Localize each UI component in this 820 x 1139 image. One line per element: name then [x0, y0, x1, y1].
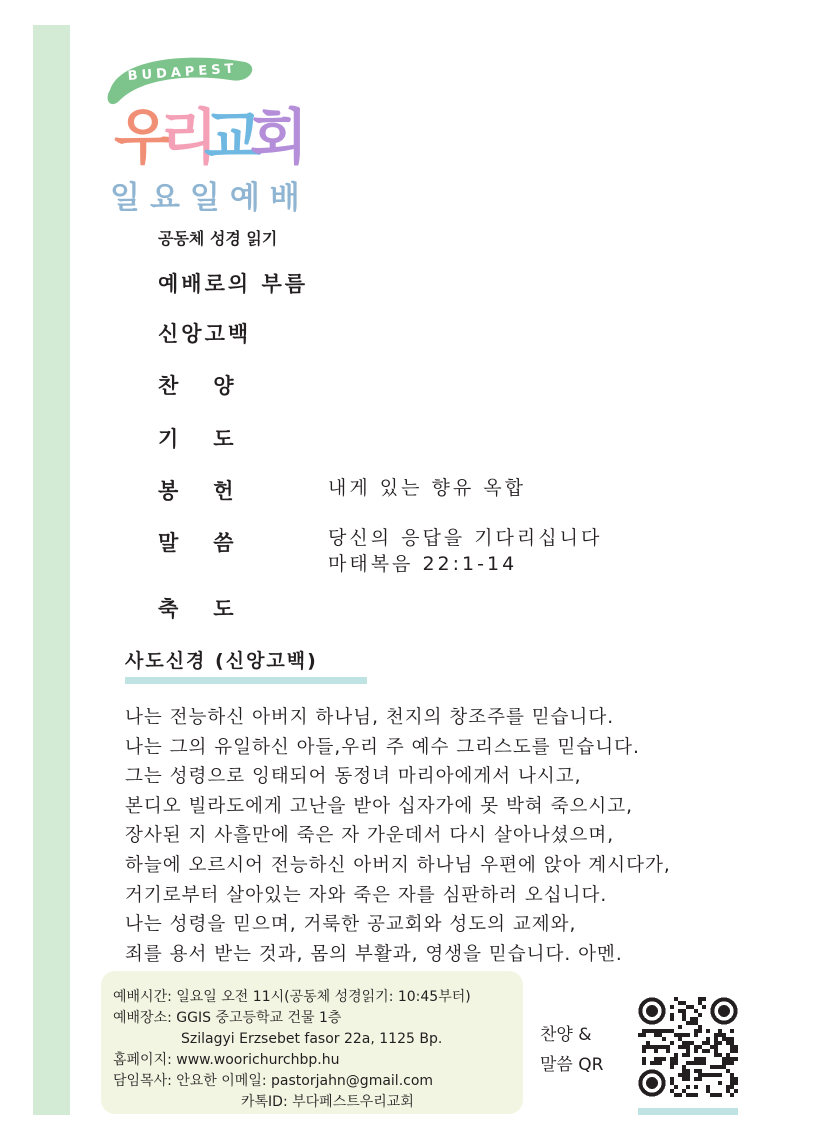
qr-module [722, 1065, 726, 1069]
qr-module [726, 1057, 730, 1061]
qr-module [730, 1077, 734, 1081]
qr-module [698, 1061, 702, 1065]
qr-module [718, 1065, 722, 1069]
svg-text:우: 우 [114, 103, 172, 173]
offering-song: 내게 있는 향유 옥합 [328, 477, 526, 499]
qr-module [694, 1057, 698, 1061]
qr-module [706, 1085, 710, 1089]
qr-module [718, 1081, 722, 1085]
qr-module [670, 1089, 674, 1093]
qr-module [686, 1069, 690, 1073]
qr-module [722, 1033, 726, 1037]
service-location: 예배장소: GGIS 중고등학교 건물 1층 [113, 1010, 342, 1026]
qr-module [734, 1089, 738, 1093]
qr-module [662, 1045, 666, 1049]
qr-module [730, 1073, 734, 1077]
qr-module [698, 1025, 702, 1029]
qr-module [686, 1033, 690, 1037]
qr-module [682, 1053, 686, 1057]
qr-module [670, 1057, 674, 1061]
qr-module [718, 1093, 722, 1097]
qr-module [726, 1041, 730, 1045]
qr-module [714, 1073, 718, 1077]
qr-label [540, 1020, 603, 1080]
qr-module [698, 1073, 702, 1077]
qr-module [678, 1045, 682, 1049]
qr-module [682, 1045, 686, 1049]
qr-finder-pattern [718, 1005, 730, 1017]
qr-module [682, 1009, 686, 1013]
qr-module [698, 1013, 702, 1017]
qr-module [678, 1025, 682, 1029]
qr-module [726, 1037, 730, 1041]
qr-module [682, 1013, 686, 1017]
qr-module [690, 1017, 694, 1021]
qr-module [718, 1041, 722, 1045]
qr-module [642, 1045, 646, 1049]
qr-module [722, 1037, 726, 1041]
sermon-title: 당신의 응답을 기다리십니다 [328, 527, 603, 549]
qr-module [718, 1029, 722, 1033]
qr-module [694, 1021, 698, 1025]
qr-module [714, 1049, 718, 1053]
qr-module [654, 1045, 658, 1049]
qr-module [674, 1085, 678, 1089]
qr-module [686, 1049, 690, 1053]
qr-module [678, 1009, 682, 1013]
qr-module [682, 1001, 686, 1005]
qr-module [686, 1061, 690, 1065]
creed-line: 나는 성령을 믿으며, 거룩한 공교회와 성도의 교제와, [125, 914, 577, 936]
qr-module [710, 1045, 714, 1049]
qr-module [702, 1005, 706, 1009]
qr-module [650, 1061, 654, 1065]
qr-module [698, 1057, 702, 1061]
qr-module [670, 1081, 674, 1085]
qr-module [686, 1073, 690, 1077]
qr-module [674, 997, 678, 1001]
qr-module [734, 1077, 738, 1081]
qr-module [730, 1041, 734, 1045]
qr-module [706, 1037, 710, 1041]
qr-module [690, 1005, 694, 1009]
qr-module [642, 1049, 646, 1053]
qr-module [706, 1029, 710, 1033]
qr-module [734, 1057, 738, 1061]
qr-module [666, 1029, 670, 1033]
side-accent-bar [33, 25, 70, 1115]
qr-module [726, 1069, 730, 1073]
qr-module [662, 1029, 666, 1033]
homepage-link[interactable]: 홈페이지: www.woorichurchbp.hu [113, 1052, 340, 1068]
qr-module [670, 1061, 674, 1065]
qr-module [670, 1013, 674, 1017]
qr-module [646, 1045, 650, 1049]
qr-module [694, 1085, 698, 1089]
qr-module [706, 1049, 710, 1053]
qr-module [730, 1057, 734, 1061]
qr-module [686, 1021, 690, 1025]
creed-line: 본디오 빌라도에게 고난을 받아 십자가에 못 박혀 죽으시고, [125, 795, 633, 817]
pastor-contact: 담임목사: 안요한 이메일: pastorjahn@gmail.com [113, 1073, 434, 1089]
creed-line: 장사된 지 사흘만에 죽은 자 가운데서 다시 살아나셨으며, [125, 825, 615, 847]
qr-module [658, 1045, 662, 1049]
qr-module [718, 1033, 722, 1037]
order-sermon: 말씀 [158, 531, 269, 555]
qr-module [654, 1033, 658, 1037]
qr-module [718, 1073, 722, 1077]
qr-module [694, 1029, 698, 1033]
qr-module [702, 1057, 706, 1061]
qr-module [682, 1017, 686, 1021]
qr-module [686, 1053, 690, 1057]
qr-module [714, 1033, 718, 1037]
qr-module [662, 1037, 666, 1041]
qr-module [706, 1089, 710, 1093]
creed-line: 거기로부터 살아있는 자와 죽은 자를 심판하러 오십니다. [125, 884, 608, 906]
qr-module [714, 1041, 718, 1045]
qr-module [714, 1037, 718, 1041]
qr-module [682, 1069, 686, 1073]
qr-module [726, 1053, 730, 1057]
qr-module [698, 997, 702, 1001]
creed-line: 나는 전능하신 아버지 하나님, 천지의 창조주를 믿습니다. [125, 707, 615, 728]
service-info-text [113, 987, 471, 1113]
qr-module [674, 1033, 678, 1037]
qr-module [674, 1057, 678, 1061]
qr-module [730, 1049, 734, 1053]
qr-module [702, 1049, 706, 1053]
svg-text:리: 리 [160, 103, 218, 173]
qr-module [658, 1033, 662, 1037]
qr-module [642, 1061, 646, 1065]
qr-module [722, 1057, 726, 1061]
qr-label-line1: 찬양 & [540, 1025, 592, 1045]
qr-module [710, 1065, 714, 1069]
qr-module [694, 1049, 698, 1053]
qr-module [694, 1093, 698, 1097]
qr-module [670, 1005, 674, 1009]
qr-module [686, 1077, 690, 1081]
qr-module [654, 1057, 658, 1061]
qr-finder-pattern [646, 1005, 658, 1017]
qr-module [662, 1057, 666, 1061]
qr-module [698, 1069, 702, 1073]
service-time: 예배시간: 일요일 오전 11시(공동체 성경읽기: 10:45부터) [113, 989, 471, 1005]
qr-module [678, 1033, 682, 1037]
qr-module [710, 1073, 714, 1077]
qr-module [642, 1033, 646, 1037]
order-confession: 신앙고백 [158, 322, 252, 346]
order-call-to-worship: 예배로의 부름 [158, 272, 309, 296]
qr-module [730, 1029, 734, 1033]
qr-module [734, 1081, 738, 1085]
qr-module [674, 1053, 678, 1057]
qr-module [682, 1077, 686, 1081]
qr-module [702, 1041, 706, 1045]
qr-module [710, 1093, 714, 1097]
qr-module [658, 1057, 662, 1061]
service-address: Szilagyi Erzsebet fasor 22a, 1125 Bp. [181, 1031, 443, 1047]
qr-module [694, 1017, 698, 1021]
qr-module [642, 1029, 646, 1033]
qr-code[interactable] [638, 997, 738, 1097]
qr-module [678, 1073, 682, 1077]
qr-module [654, 1061, 658, 1065]
qr-module [686, 1093, 690, 1097]
qr-module [670, 1077, 674, 1081]
creed-line: 나는 그의 유일하신 아들,우리 주 예수 그리스도를 믿습니다. [125, 736, 640, 758]
qr-module [686, 1041, 690, 1045]
qr-module [690, 1041, 694, 1045]
qr-module [726, 1061, 730, 1065]
qr-module [670, 1029, 674, 1033]
qr-label-line2: 말씀 QR [540, 1055, 604, 1075]
sermon-passage: 마태복음 22:1-14 [328, 553, 518, 575]
qr-module [730, 1037, 734, 1041]
creed-title: 사도신경 (신앙고백) [125, 650, 318, 672]
qr-underline [638, 1108, 738, 1115]
qr-module [650, 1029, 654, 1033]
qr-module [682, 1073, 686, 1077]
qr-module [694, 1045, 698, 1049]
creed-line: 죄를 용서 받는 것과, 몸의 부활과, 영생을 믿습니다. 아멘. [125, 943, 623, 965]
community-reading-label: 공동체 성경 읽기 [158, 229, 278, 248]
order-praise: 찬양 [158, 374, 269, 398]
qr-module [694, 1009, 698, 1013]
qr-module [698, 1077, 702, 1081]
qr-module [694, 1061, 698, 1065]
qr-module [706, 1073, 710, 1077]
qr-module [690, 1021, 694, 1025]
qr-module [698, 1029, 702, 1033]
qr-module [730, 1061, 734, 1065]
qr-module [654, 1049, 658, 1053]
qr-module [674, 1093, 678, 1097]
qr-module [722, 1061, 726, 1065]
order-benediction: 축도 [158, 597, 269, 621]
qr-module [730, 1085, 734, 1089]
qr-module [698, 1001, 702, 1005]
qr-module [682, 1065, 686, 1069]
qr-module [702, 1073, 706, 1077]
qr-module [702, 997, 706, 1001]
qr-module [642, 1057, 646, 1061]
svg-text:회: 회 [250, 103, 308, 173]
logo-budapest-text: BUDAPEST [127, 61, 238, 84]
qr-module [682, 1041, 686, 1045]
creed-text [125, 703, 805, 969]
qr-module [666, 1045, 670, 1049]
qr-module [718, 1053, 722, 1057]
qr-module [714, 1053, 718, 1057]
qr-module [714, 1065, 718, 1069]
qr-module [658, 1061, 662, 1065]
qr-module [714, 1045, 718, 1049]
qr-module [670, 1017, 674, 1021]
order-offering: 봉헌 [158, 479, 269, 503]
qr-module [678, 1037, 682, 1041]
qr-module [690, 1061, 694, 1065]
qr-module [682, 1033, 686, 1037]
qr-module [666, 1049, 670, 1053]
qr-module [702, 1061, 706, 1065]
qr-module [670, 1041, 674, 1045]
creed-title-underline [125, 677, 367, 684]
qr-module [730, 1045, 734, 1049]
qr-module [686, 1085, 690, 1089]
qr-module [674, 1061, 678, 1065]
qr-module [734, 1049, 738, 1053]
qr-module [678, 1093, 682, 1097]
qr-module [678, 1001, 682, 1005]
creed-line: 하늘에 오르시어 전능하신 아버지 하나님 우편에 앉아 계시다가, [125, 854, 671, 876]
qr-module [646, 1041, 650, 1045]
qr-module [730, 1093, 734, 1097]
church-logo [100, 50, 310, 175]
qr-module [650, 1045, 654, 1049]
qr-module [714, 1093, 718, 1097]
qr-module [726, 1089, 730, 1093]
qr-module [694, 1069, 698, 1073]
qr-module [694, 1033, 698, 1037]
qr-module [734, 1045, 738, 1049]
qr-module [730, 1081, 734, 1085]
qr-module [726, 1085, 730, 1089]
svg-text:교: 교 [204, 103, 262, 173]
order-prayer: 기도 [158, 427, 269, 451]
service-subtitle: 일요일예배 [110, 180, 310, 216]
qr-module [698, 1045, 702, 1049]
qr-module [670, 1065, 674, 1069]
qr-module [658, 1029, 662, 1033]
qr-module [646, 1029, 650, 1033]
qr-module [706, 1041, 710, 1045]
creed-line: 그는 성령으로 잉태되어 동정녀 마리아에게서 나시고, [125, 766, 582, 788]
qr-module [638, 1033, 642, 1037]
qr-module [682, 1089, 686, 1093]
qr-module [686, 1005, 690, 1009]
qr-module [694, 1077, 698, 1081]
kakao-id: 카톡ID: 부다페스트우리교회 [241, 1094, 414, 1110]
qr-module [654, 1029, 658, 1033]
qr-module [690, 1093, 694, 1097]
qr-finder-pattern [646, 1077, 658, 1089]
qr-module [686, 1045, 690, 1049]
